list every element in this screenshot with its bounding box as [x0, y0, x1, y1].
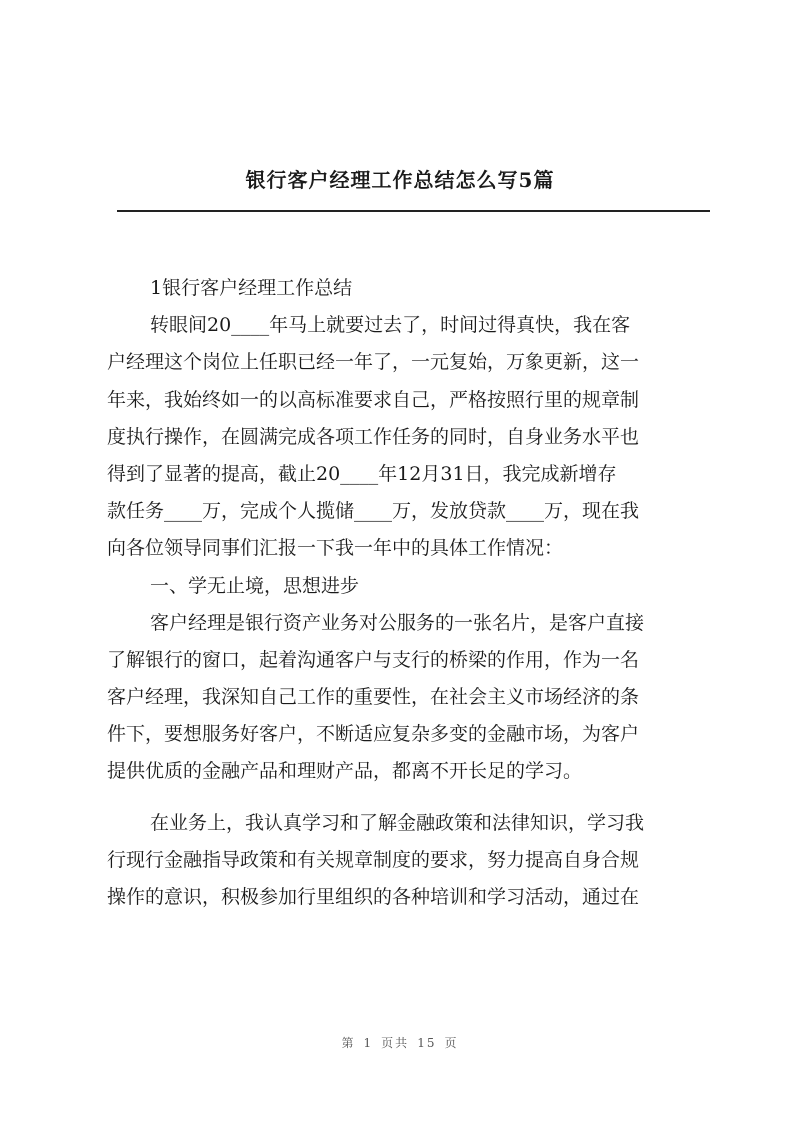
- page-footer: [0, 1034, 800, 1051]
- paragraph-line: 行现行金融指导政策和有关规章制度的要求，努力提高自身合规: [107, 848, 640, 871]
- paragraph-line: 度执行操作，在圆满完成各项工作任务的同时，自身业务水平也: [107, 425, 640, 448]
- paragraph-line: 年来，我始终如一的以高标准要求自己，严格按照行里的规章制: [107, 388, 640, 411]
- paragraph-line: 户经理这个岗位上任职已经一年了，一元复始，万象更新，这一: [107, 351, 640, 374]
- paragraph-line: 操作的意识，积极参加行里组织的各种培训和学习活动，通过在: [107, 886, 640, 908]
- footer-prefix: 第: [341, 1036, 356, 1050]
- paragraph-line: 客户经理是银行资产业务对公服务的一张名片，是客户直接: [150, 611, 645, 634]
- paragraph-line: 在业务上，我认真学习和了解金融政策和法律知识，学习我: [150, 811, 645, 834]
- footer-suffix: 页: [444, 1036, 459, 1050]
- paragraph-line: 客户经理，我深知自己工作的重要性，在社会主义市场经济的条: [107, 686, 640, 709]
- section-heading: 1银行客户经理工作总结: [150, 277, 353, 299]
- paragraph: [107, 605, 707, 791]
- paragraph: [107, 307, 707, 567]
- paragraph-line: 得到了显著的提高，截止20____年12月31日，我完成新增存: [107, 462, 617, 485]
- paragraph-line: 转眼间20____年马上就要过去了，时间过得真快，我在客: [150, 314, 631, 337]
- footer-middle: 页共: [381, 1036, 410, 1050]
- paragraph-spacer: [107, 791, 707, 805]
- footer-page-number: 1: [363, 1036, 374, 1050]
- document-title: 银行客户经理工作总结怎么写5篇: [245, 168, 555, 192]
- paragraph: [107, 805, 707, 917]
- title-divider: [117, 210, 710, 212]
- paragraph-line: 提供优质的金融产品和理财产品，都离不开长足的学习。: [107, 760, 583, 783]
- paragraph-line: 件下，要想服务好客户，不断适应复杂多变的金融市场，为客户: [107, 723, 640, 746]
- footer-total-pages: 15: [417, 1036, 437, 1050]
- paragraph-line: 了解银行的窗口，起着沟通客户与支行的桥梁的作用，作为一名: [107, 648, 640, 671]
- paragraph-line: 向各位领导同事们汇报一下我一年中的具体工作情况：: [107, 537, 564, 560]
- document-body: [107, 270, 707, 916]
- subsection-heading: 一、学无止境，思想进步: [150, 574, 360, 597]
- paragraph-line: 款任务____万，完成个人揽储____万，发放贷款____万，现在我: [107, 500, 640, 523]
